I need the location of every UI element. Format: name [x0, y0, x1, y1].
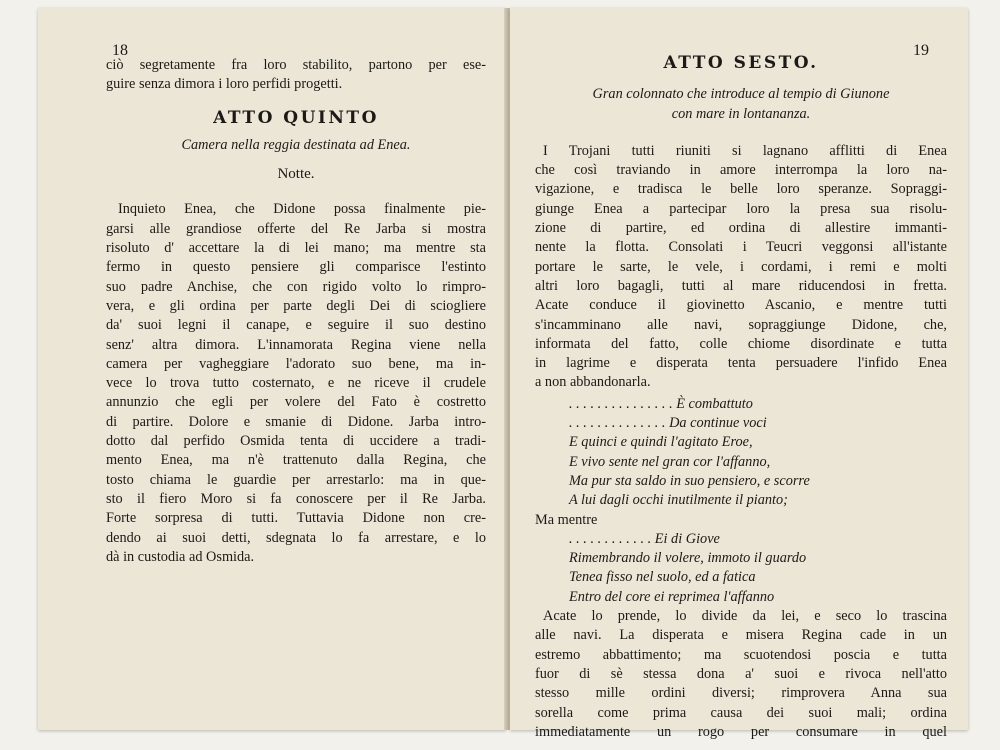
text-line: a non abbandonarla.: [535, 374, 651, 391]
page-number-left: 18: [112, 42, 128, 59]
text-line: Acate conduce il giovinetto Ascanio, e mentre tutti: [535, 297, 947, 314]
closing-paragraph: [535, 607, 947, 742]
text-line: vece lo trova tutto costernato, e ne riceve il crudele: [106, 375, 486, 392]
text-line: garsi alle grandiose offerte del Re Jarba si mostra: [106, 220, 486, 237]
text-line: vera, e gli ordina per parte degli Dei di sciogliere: [106, 297, 486, 314]
text-line: s'incamminano alle navi, sopraggiunge Didone, che,: [535, 316, 947, 333]
text-line: camera per vagheggiare l'adorato suo bene, ma in-: [106, 355, 486, 372]
text-line: altri loro bagagli, tutti al mare riducendosi in fretta.: [535, 277, 947, 294]
text-line: sorella come prima causa dei suoi mali; ordina: [535, 704, 947, 721]
text-line: Inquieto Enea, che Didone possa finalmente pie-: [118, 201, 486, 218]
text-line: dà in custodia ad Osmida.: [106, 548, 255, 565]
text-line: suo padre Anchise, che con rigido volto lo rimpro-: [106, 278, 486, 295]
verse-line: E quinci e quindi l'agitato Eroe,: [569, 434, 753, 451]
text-line: Forte sorpresa di tutti. Tuttavia Didone non cre-: [106, 510, 486, 527]
verse-line: E vivo sente nel gran cor l'affanno,: [569, 453, 771, 470]
left-page: [38, 8, 506, 730]
page-number-right: 19: [913, 42, 929, 59]
act-heading: ATTO QUINTO: [213, 107, 379, 128]
text-line: vigazione, e tradisca le belle loro speranze. Sopraggi-: [535, 181, 947, 198]
text-line: giunge Enea a partecipar loro la presa sua risolu-: [535, 200, 947, 217]
verse-line: Rimembrando il volere, immoto il guardo: [569, 550, 807, 567]
text-line: portare le sarte, le vele, i cordami, i remi e molti: [535, 258, 947, 275]
time-of-scene: Notte.: [277, 166, 315, 183]
text-line: ciò segretamente fra loro stabilito, partono per ese-: [106, 57, 486, 73]
text-line: fuor di sè stessa dona a' suoi e rivoca nell'atto: [535, 665, 947, 682]
right-page: [510, 8, 968, 740]
text-line: risoluto d' accettare la di lei mano; ma mentre sta: [106, 240, 486, 257]
text-line: annunzio che egli per volere del Fato è costretto: [106, 394, 486, 411]
verse-interjection: Ma mentre: [535, 511, 598, 528]
text-line: mento Enea, ma n'è trattenuto dalla Regina, che: [106, 452, 486, 469]
text-line: alle navi. La disperata e misera Regina cade in un: [535, 627, 947, 644]
carry-over-paragraph: [106, 56, 486, 95]
text-line: informata del fatto, colle chiome disordinate e tutta: [535, 335, 947, 352]
text-line: che così traviando in amore interrompa la loro na-: [535, 162, 947, 179]
act-summary-paragraph: [106, 200, 486, 567]
text-line: dendo ai suoi detti, sdegnata lo fa arrestare, e lo: [106, 529, 486, 546]
verse-line: . . . . . . . . . . . . . . Da continue voci: [569, 415, 767, 432]
verse-quotation: [535, 530, 947, 607]
text-line: tosto chiama le guardie per arrestarlo: ma in que-: [106, 471, 486, 488]
text-line: fermo in questo pensiere gli comparisce l'estinto: [106, 259, 486, 276]
verse-line: . . . . . . . . . . . . . . . È combattuto: [569, 395, 753, 412]
text-line: in lagrime e disperata tenta persuadere l'infido Enea: [535, 355, 947, 372]
scene-description: [535, 85, 947, 124]
verse-line: Entro del core ei reprimea l'affanno: [569, 588, 775, 605]
right-page-text: [535, 50, 947, 742]
text-line: nente la flotta. Consolati i Teucri veggonsi all'istante: [535, 239, 947, 256]
text-line: sto il fiero Moro si fa conoscere per il Re Jarba.: [106, 490, 486, 507]
text-line: stesso mille ordini diversi; rimprovera Anna sua: [535, 685, 947, 702]
verse-quotation: [535, 395, 947, 511]
text-line: Acate lo prende, lo divide da lei, e seco lo trascina: [543, 608, 947, 625]
text-line: I Trojani tutti riuniti si lagnano afflitti di Enea: [543, 142, 947, 159]
text-line: immediatamente un rogo per consumare in quel: [535, 723, 947, 740]
text-line: dotto dal perfido Osmida tenta di uccidere a tradi-: [106, 433, 486, 450]
text-line: di partire. Dolore e smanie di Didone. Jarba intro-: [106, 413, 486, 430]
scene-line: Gran colonnato che introduce al tempio di Giunone: [592, 86, 890, 103]
act-summary-paragraph: [535, 142, 947, 393]
verse-line: . . . . . . . . . . . . Ei di Giove: [569, 530, 720, 547]
scene-line: con mare in lontananza.: [671, 105, 811, 122]
verse-line: Ma pur sta saldo in suo pensiero, e scorre: [569, 472, 810, 489]
open-book: [38, 8, 968, 738]
text-line: senz' altra dimora. L'innamorata Regina viene nella: [106, 336, 486, 353]
verse-line: A lui dagli occhi inutilmente il pianto;: [569, 492, 788, 509]
text-line: da' suoi legni il canape, e seguire il suo destino: [106, 317, 486, 334]
act-heading: ATTO SESTO.: [663, 53, 819, 73]
text-line: guire senza dimora i loro perfidi progetti.: [106, 76, 343, 93]
scene-description: Camera nella reggia destinata ad Enea.: [181, 136, 411, 153]
left-page-text: [106, 44, 486, 567]
text-line: zione di partire, ed ordina di allestire immanti-: [535, 220, 947, 237]
verse-line: Tenea fisso nel suolo, ed a fatica: [569, 569, 756, 586]
text-line: estremo abbattimento; ma scuotendosi poscia e tutta: [535, 646, 947, 663]
